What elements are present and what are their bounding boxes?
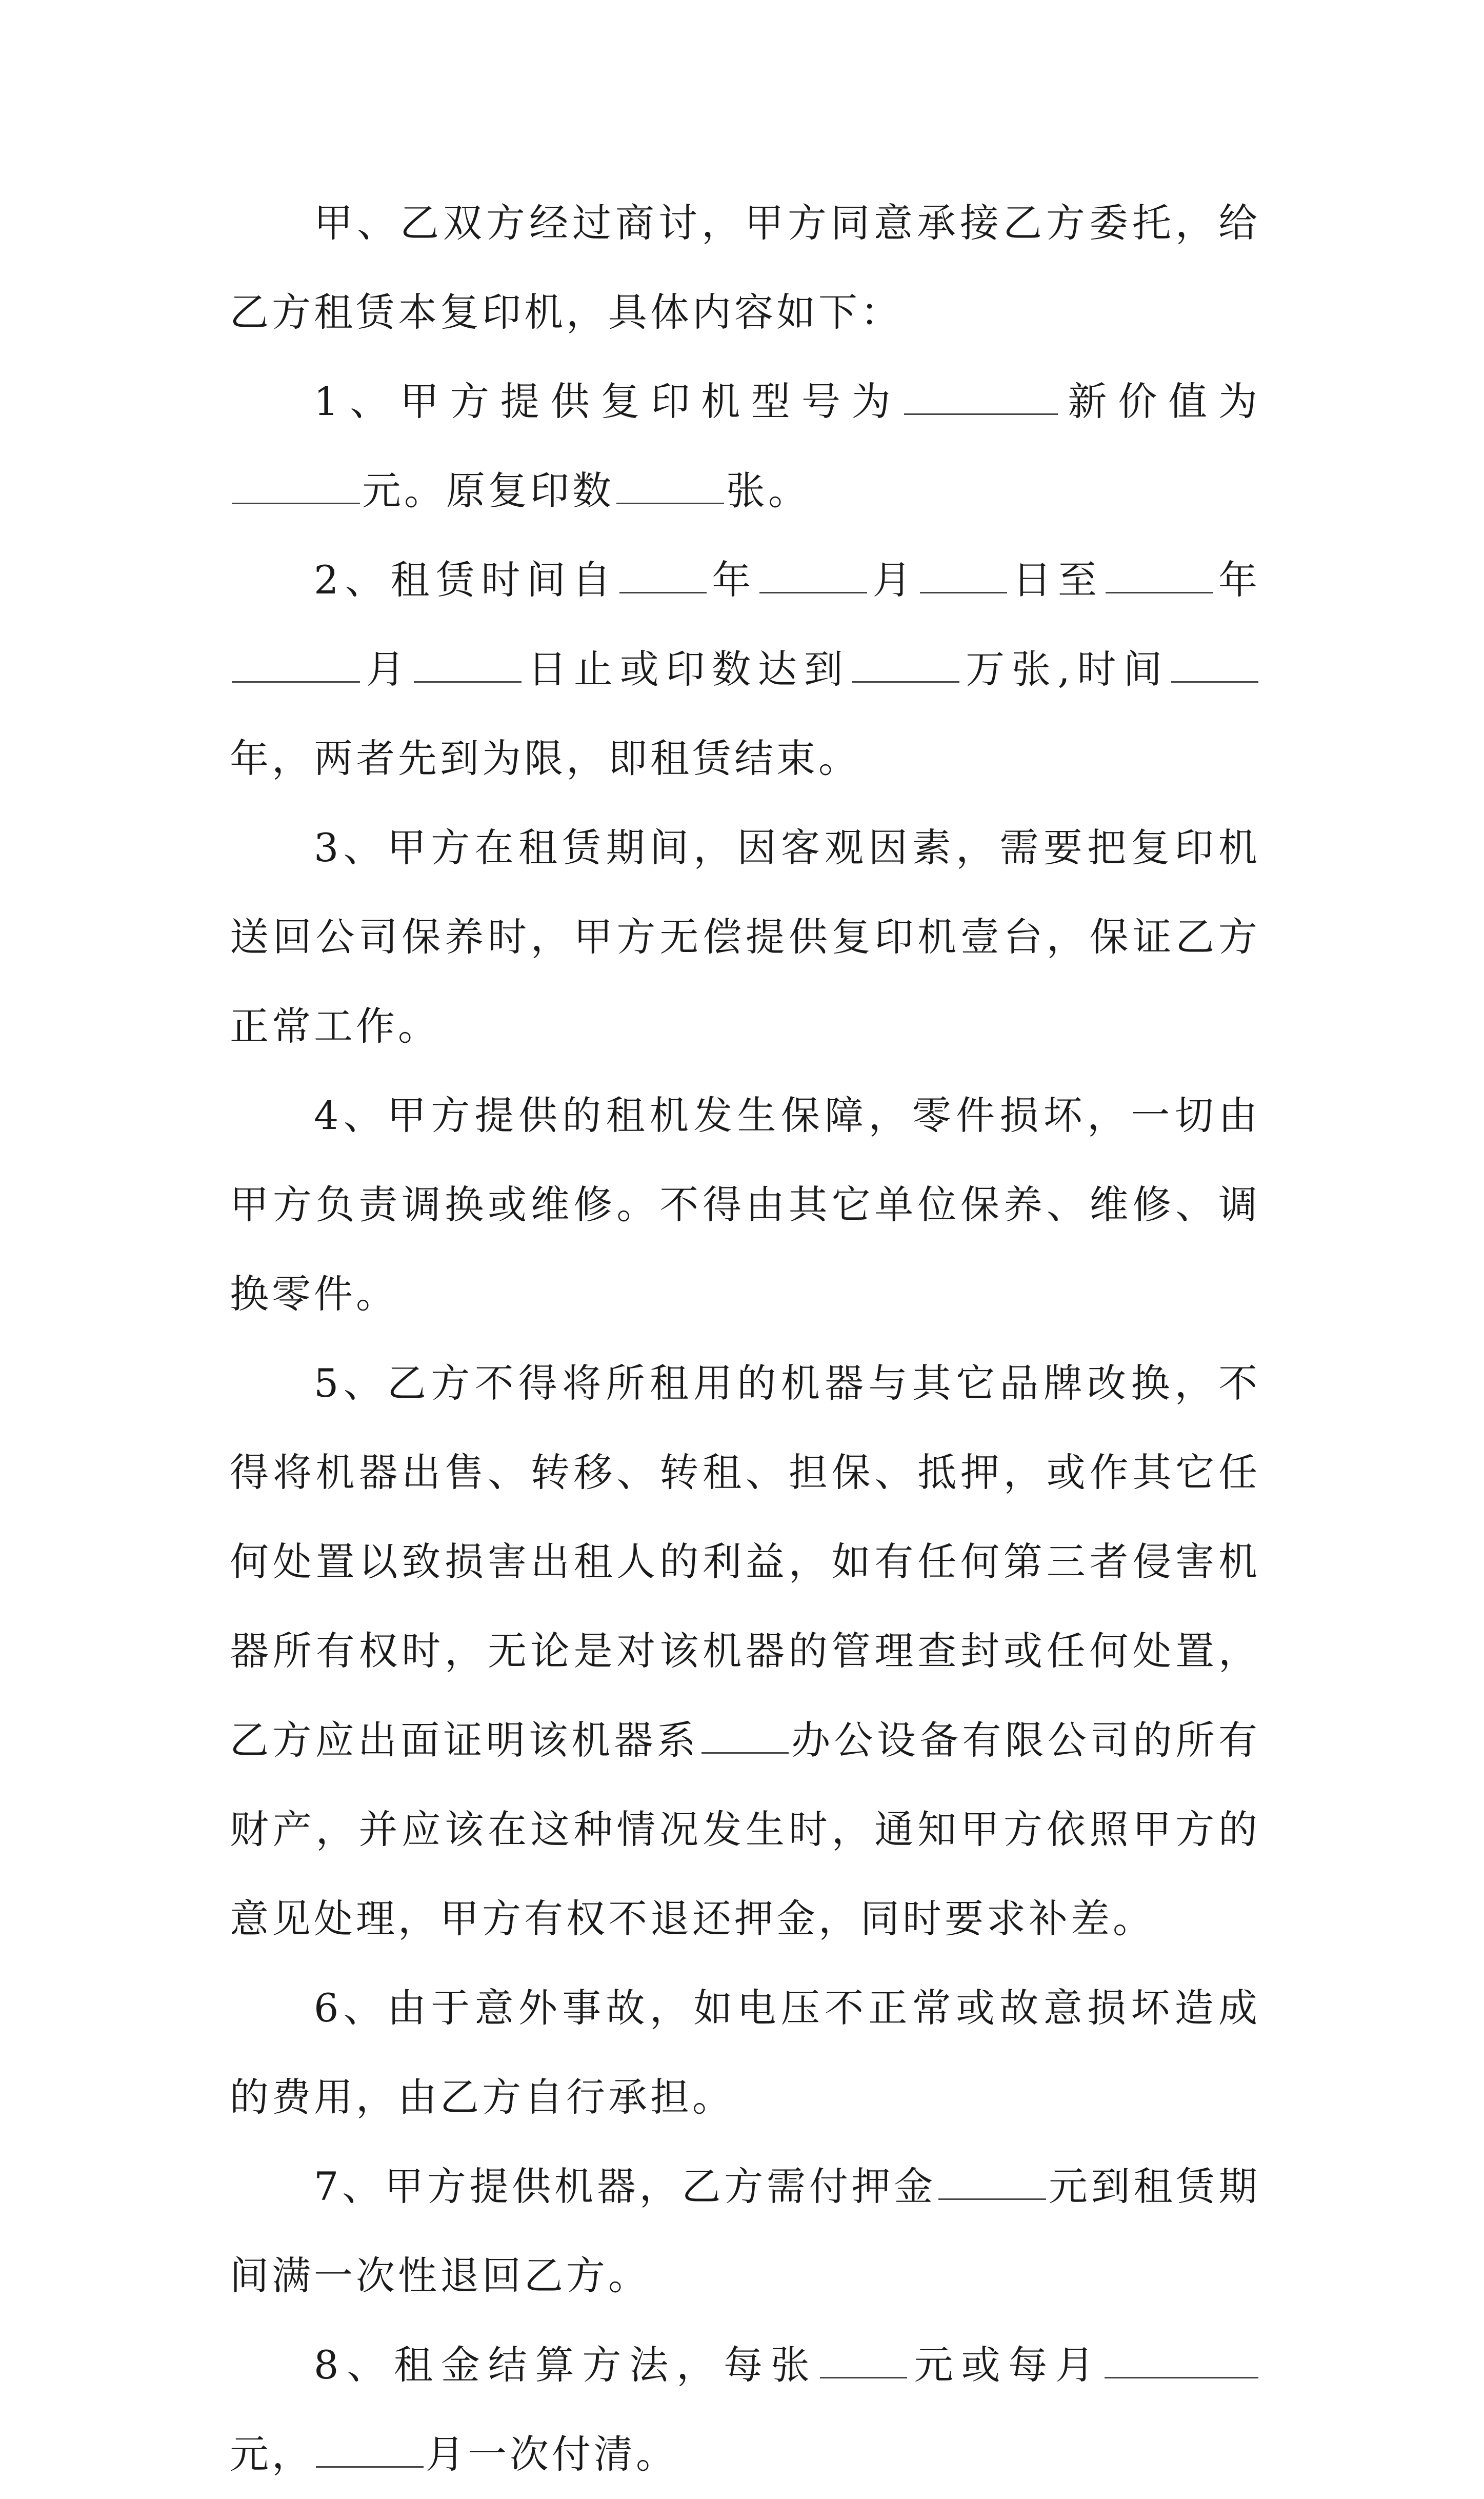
p6-text: 6、由于意外事故，如电压不正常或故意损坏造成的费用，由乙方自行承担。 [230,1985,1260,2120]
p4-text: 4、甲方提供的租机发生保障，零件损坏，一切由甲方负责调换或维修。不得由其它单位保养、维修、调换零件。 [230,1093,1260,1317]
p8-text-a: 8、租金结算方法，每张 [314,2342,818,2388]
p2-text-h: 万张,时间 [961,646,1169,692]
blank-price-per-sheet [820,2345,907,2378]
paragraph-3 [230,803,1260,1071]
p5-text-a: 5、乙方不得将所租用的机器与其它品牌改换，不得将机器出售、转移、转租、担保、抵押，或作其它任何处置以致损害出租人的利益，如有任何第三者侵害机器所有权时，无论是对该机器的管理查封或任何处置，乙方应出面证明该机器系 [230,1360,1260,1763]
p7-text-b: 元到租赁期间满一次性退回乙方。 [230,2164,1261,2298]
p1-text-b: 新价值为 [1059,379,1261,424]
p2-text-b: 年 [708,557,757,603]
p8-text-b: 元或每月 [909,2342,1102,2388]
blank-new-value [232,471,360,504]
blank-start-day [920,560,1007,593]
p1-text-a: 1、甲方提供复印机型号为 [314,379,902,424]
blank-company-name [701,1720,789,1754]
p1-text-d: 张。 [726,468,810,513]
p2-text-f: 月 [362,646,412,692]
p2-text-e: 年 [1215,557,1261,603]
p2-text-i: 年，两者先到为限，即租赁结束。 [230,736,860,781]
blank-end-day [414,649,522,683]
p7-text-a: 7、甲方提供机器，乙方需付押金 [314,2164,937,2209]
contract-body [230,179,1260,2499]
p2-text-g: 日止或印数达到 [524,646,850,692]
blank-payment-months [316,2434,424,2468]
blank-end-year [1106,560,1213,593]
intro-text: 甲、乙双方经过商讨，甲方同意承接乙方委托，给乙方租赁本复印机，具体内容如下： [230,200,1260,335]
paragraph-2 [230,536,1260,803]
blank-monthly-price [1105,2345,1258,2378]
p8-text-d: 月一次付清。 [426,2431,678,2477]
p1-text-c: 元。原复印数 [362,468,614,513]
blank-start-year [619,560,707,593]
p2-text-a: 2、租赁时间自 [314,557,617,603]
blank-copier-model [904,382,1058,415]
paragraph-5 [230,1339,1260,1964]
blank-print-count [852,649,959,683]
blank-duration-years [1171,649,1258,683]
paragraph-6 [230,1964,1260,2142]
p2-text-c: 月 [869,557,918,603]
p3-text: 3、甲方在租赁期间，因客观因素，需要把复印机送回公司保养时，甲方无偿提供复印机壹台，保证乙方正常工作。 [230,825,1260,1049]
p5-text-b: 办公设备有限公司的所有财产，并应该在这种情况发生时，通知甲方依照甲方的意见处理，甲方有权不退还押金，同时要求补差。 [230,1717,1260,1941]
paragraph-intro [230,179,1260,357]
paragraph-1 [230,357,1260,536]
blank-end-month [232,649,360,683]
p8-text-c: 元， [230,2431,314,2477]
paragraph-7 [230,2142,1260,2321]
p2-text-d: 日至 [1009,557,1104,603]
blank-original-count [616,471,724,504]
blank-start-month [759,560,867,593]
paragraph-8 [230,2321,1260,2499]
blank-deposit-amount [938,2167,1046,2200]
paragraph-4 [230,1071,1260,1339]
